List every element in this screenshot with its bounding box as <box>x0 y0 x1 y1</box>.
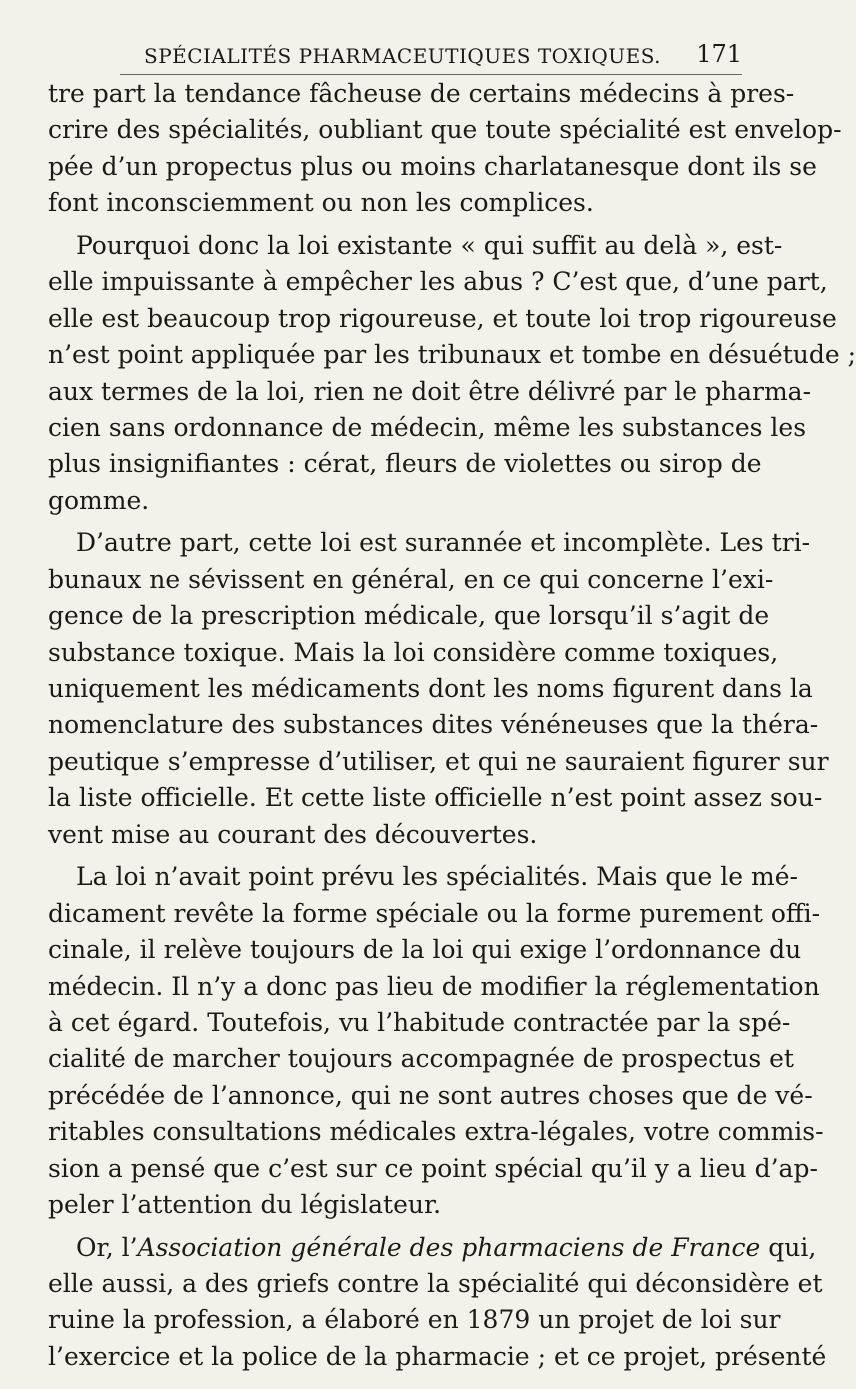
text-line: font inconsciemment ou non les complices. <box>48 188 594 218</box>
page-number: 171 <box>696 40 742 68</box>
paragraph-2 <box>48 228 856 520</box>
text-line: uniquement les médicaments dont les noms figurent dans la <box>48 674 813 703</box>
text-span: Or, l’ <box>76 1232 138 1262</box>
text-line: précédée de l’annonce, qui ne sont autres choses que de vé- <box>48 1080 813 1110</box>
text-line: cien sans ordonnance de médecin, même les substances les <box>48 412 807 442</box>
page-header <box>120 40 742 75</box>
text-line: crire des spécialités, oubliant que toute spécialité est envelop- <box>48 115 842 145</box>
text-line: Pourquoi donc la loi existante « qui suffit au delà », est- <box>76 230 783 260</box>
text-line: gomme. <box>48 485 150 515</box>
text-line-with-italic <box>48 1230 817 1266</box>
text-line: elle est beaucoup trop rigoureuse, et toute loi trop rigoureuse <box>48 303 837 333</box>
text-line: cinale, il relève toujours de la loi qui exige l’ordonnance du <box>48 935 802 965</box>
text-line: dicament revête la forme spéciale ou la forme purement offi- <box>48 898 821 928</box>
page-body <box>48 76 856 1375</box>
text-line: tre part la tendance fâcheuse de certains médecins à pres- <box>48 79 795 108</box>
text-line: aux termes de la loi, rien ne doit être délivré par le pharma- <box>48 376 812 406</box>
text-line: D’autre part, cette loi est surannée et incomplète. Les tri- <box>76 528 811 558</box>
text-line: médecin. Il n’y a donc pas lieu de modifier la réglementation <box>48 971 820 1001</box>
text-line: elle impuissante à empêcher les abus ? C’est que, d’une part, <box>48 267 828 297</box>
text-line: nomenclature des substances dites vénéneuses que la théra- <box>48 710 819 740</box>
text-span: qui, <box>760 1232 817 1262</box>
text-line: la liste officielle. Et cette liste officielle n’est point assez sou- <box>48 783 823 813</box>
running-title: SPÉCIALITÉS PHARMACEUTIQUES TOXIQUES. <box>144 44 662 68</box>
paragraph-4 <box>48 859 824 1223</box>
paragraph-1 <box>48 76 842 222</box>
text-line: gence de la prescription médicale, que lorsqu’il s’agit de <box>48 601 770 631</box>
text-line: elle aussi, a des griefs contre la spécialité qui déconsidère et <box>48 1269 823 1298</box>
text-line: peler l’attention du législateur. <box>48 1190 442 1220</box>
text-line: à cet égard. Toutefois, vu l’habitude contractée par la spé- <box>48 1007 791 1037</box>
italic-title: Association générale des pharmaciens de France <box>137 1232 761 1262</box>
text-line: substance toxique. Mais la loi considère comme toxiques, <box>48 637 779 667</box>
text-line: La loi n’avait point prévu les spécialités. Mais que le mé- <box>76 862 798 892</box>
text-line: n’est point appliquée par les tribunaux et tombe en désuétude ; <box>48 340 856 370</box>
text-line: cialité de marcher toujours accompagnée de prospectus et <box>48 1044 794 1074</box>
text-line: ritables consultations médicales extra-légales, votre commis- <box>48 1117 824 1147</box>
paragraph-3 <box>48 525 829 853</box>
text-line: plus insignifiantes : cérat, fleurs de violettes ou sirop de <box>48 449 762 479</box>
text-line: l’exercice et la police de la pharmacie ; et ce projet, présenté <box>48 1341 827 1371</box>
text-line: bunaux ne sévissent en général, en ce qui concerne l’exi- <box>48 564 774 594</box>
text-line: sion a pensé que c’est sur ce point spécial qu’il y a lieu d’ap- <box>48 1153 818 1183</box>
text-line: peutique s’empresse d’utiliser, et qui ne sauraient figurer sur <box>48 746 829 776</box>
text-line: vent mise au courant des découvertes. <box>48 819 538 849</box>
paragraph-5 <box>48 1230 827 1376</box>
text-line: pée d’un propectus plus ou moins charlatanesque dont ils se <box>48 151 817 181</box>
text-line: ruine la profession, a élaboré en 1879 un projet de loi sur <box>48 1305 781 1335</box>
